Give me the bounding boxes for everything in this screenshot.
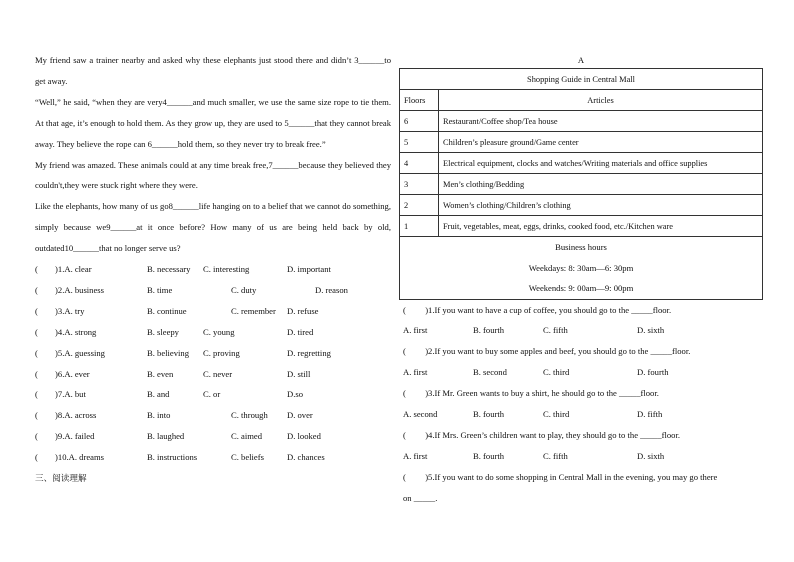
cloze-question-list — [35, 259, 391, 468]
floor-cell: 5 — [400, 132, 439, 153]
question-option-a: A. second — [403, 408, 438, 419]
question-option-b: B. and — [147, 389, 170, 400]
table-row — [400, 132, 763, 153]
table-row — [400, 195, 763, 216]
question-option-c: C. interesting — [203, 264, 250, 275]
question-option-a: A. first — [403, 450, 428, 461]
business-hours-box — [399, 237, 763, 300]
shopping-guide-table — [399, 68, 763, 237]
question-stem — [399, 300, 763, 321]
question-option-c: C. or — [203, 389, 221, 400]
weekends-hours: Weekends: 9: 00am—9: 00pm — [528, 283, 634, 293]
question-options — [399, 404, 763, 425]
question-option-a: ( )4.A. strong — [35, 326, 97, 337]
question-option-b: B. second — [473, 367, 507, 378]
reading-question-list — [399, 300, 763, 467]
question-stem-text: ( )4.If Mrs. Green’s children want to play, they should go to the _____floor. — [403, 429, 681, 440]
question-option-b: B. believing — [147, 347, 190, 358]
question-option-b: B. instructions — [147, 452, 198, 463]
table-title: Shopping Guide in Central Mall — [400, 69, 763, 90]
question-options — [399, 446, 763, 467]
articles-cell: Restaurant/Coffee shop/Tea house — [439, 111, 763, 132]
floor-cell: 2 — [400, 195, 439, 216]
floor-cell: 6 — [400, 111, 439, 132]
section-heading-text: 三、阅读理解 — [35, 472, 87, 483]
question-option-b: B. laughed — [147, 431, 185, 442]
question-option-a: A. first — [403, 325, 428, 336]
question-option-d: D. fifth — [637, 408, 663, 419]
question-option-d: D. still — [287, 368, 311, 379]
question-stem-text: ( )2.If you want to buy some apples and beef, you should go to the _____floor. — [403, 346, 691, 357]
floor-cell: 4 — [400, 153, 439, 174]
question-option-d: D. reason — [315, 284, 348, 295]
question-option-a: ( )10.A. dreams — [35, 452, 104, 463]
question-option-b: B. necessary — [147, 264, 191, 275]
question-option-c: C. through — [231, 410, 268, 421]
cloze-paragraph: My friend was amazed. These animals could at any time break free,7______because they believed they couldn't,they were stuck right where they were. — [35, 159, 394, 191]
question-option-d: D. regretting — [287, 347, 331, 358]
question-stem — [399, 341, 763, 362]
cloze-paragraph: My friend saw a trainer nearby and asked why these elephants just stood there and didn’t 3______to get away. — [35, 55, 394, 86]
question-option-c: C. beliefs — [231, 452, 264, 463]
question-row — [35, 384, 391, 405]
table-row — [400, 216, 763, 237]
question-option-a: ( )8.A. across — [35, 410, 97, 421]
question-option-b: B. into — [147, 410, 171, 421]
question-option-d: D. fourth — [637, 367, 669, 378]
question-row — [35, 343, 391, 364]
question-5-line-1: ( )5.If you want to do some shopping in Central Mall in the evening, you may go there — [403, 471, 718, 482]
question-option-d: D. over — [287, 410, 313, 421]
question-option-c: C. never — [203, 368, 233, 379]
passage-label: A — [577, 55, 585, 65]
question-option-d: D. sixth — [637, 325, 665, 336]
articles-cell: Men’s clothing/Bedding — [439, 174, 763, 195]
question-option-b: B. sleepy — [147, 326, 179, 337]
question-option-d: D. chances — [287, 452, 325, 463]
question-option-d: D. tired — [287, 326, 314, 337]
question-row — [35, 322, 391, 343]
reading-column — [399, 50, 763, 508]
section-heading — [35, 468, 391, 489]
question-row — [35, 364, 391, 385]
question-option-a: ( )1.A. clear — [35, 264, 92, 275]
question-option-c: C. third — [543, 367, 570, 378]
articles-cell: Electrical equipment, clocks and watches/Writing materials and office supplies — [439, 153, 763, 174]
question-option-a: A. first — [403, 367, 428, 378]
table-row — [400, 153, 763, 174]
question-options — [399, 362, 763, 383]
question-row — [35, 405, 391, 426]
cloze-paragraph: Like the elephants, how many of us go8______life hanging on to a belief that we cannot do something, simply because we9______at it once before? How many of us are being held back by old, outdated10______that no longer serve us? — [35, 201, 394, 254]
question-option-c: C. fifth — [543, 325, 568, 336]
table-row — [400, 174, 763, 195]
question-option-c: C. duty — [231, 284, 257, 295]
question-option-b: B. fourth — [473, 325, 505, 336]
weekdays-hours: Weekdays: 8: 30am—6: 30pm — [528, 262, 634, 273]
question-option-a: ( )5.A. guessing — [35, 347, 105, 358]
question-option-d: D. important — [287, 264, 331, 275]
question-row — [35, 447, 391, 468]
cloze-paragraph: “Well,” he said, “when they are very4______and much smaller, we use the same size rope to tie them. At that age, it’s enough to hold them. As they grow up, they are used to 5______that they cannot break away. They believe the rope can 6______hold them, so they never try to break free.” — [35, 96, 394, 149]
question-stem-text: ( )3.If Mr. Green wants to buy a shirt, he should go to the _____floor. — [403, 388, 659, 399]
column-header-floors: Floors — [400, 90, 439, 111]
question-option-c: C. aimed — [231, 431, 263, 442]
question-option-c: C. third — [543, 408, 570, 419]
question-stem — [399, 488, 763, 509]
floor-cell: 3 — [400, 174, 439, 195]
business-hours-title: Business hours — [555, 242, 607, 252]
cloze-column — [35, 50, 394, 489]
question-option-a: ( )7.A. but — [35, 389, 86, 400]
question-option-b: B. fourth — [473, 408, 505, 419]
question-stem — [399, 383, 763, 404]
question-5-line-2: on _____. — [403, 492, 438, 503]
articles-cell: Women’s clothing/Children’s clothing — [439, 195, 763, 216]
articles-cell: Children’s pleasure ground/Game center — [439, 132, 763, 153]
question-option-d: D. refuse — [287, 305, 319, 316]
question-option-d: D.so — [287, 389, 303, 400]
question-option-d: D. looked — [287, 431, 321, 442]
question-stem — [399, 425, 763, 446]
question-option-b: B. even — [147, 368, 174, 379]
question-option-d: D. sixth — [637, 450, 665, 461]
question-option-a: ( )2.A. business — [35, 284, 104, 295]
floor-cell: 1 — [400, 216, 439, 237]
question-option-c: C. fifth — [543, 450, 568, 461]
question-option-c: C. remember — [231, 305, 276, 316]
column-header-articles: Articles — [439, 90, 763, 111]
question-stem-text: ( )1.If you want to have a cup of coffee, you should go to the _____floor. — [403, 304, 672, 315]
question-option-a: ( )6.A. ever — [35, 368, 90, 379]
question-row — [35, 301, 391, 322]
question-row — [35, 426, 391, 447]
question-option-b: B. time — [147, 284, 173, 295]
question-stem — [399, 467, 763, 488]
question-option-a: ( )9.A. failed — [35, 431, 95, 442]
question-option-b: B. continue — [147, 305, 187, 316]
articles-cell: Fruit, vegetables, meat, eggs, drinks, cooked food, etc./Kitchen ware — [439, 216, 763, 237]
question-option-a: ( )3.A. try — [35, 305, 85, 316]
question-option-b: B. fourth — [473, 450, 505, 461]
table-row — [400, 111, 763, 132]
question-options — [399, 320, 763, 341]
question-row — [35, 280, 391, 301]
question-option-c: C. young — [203, 326, 235, 337]
question-row — [35, 259, 391, 280]
question-option-c: C. proving — [203, 347, 240, 358]
